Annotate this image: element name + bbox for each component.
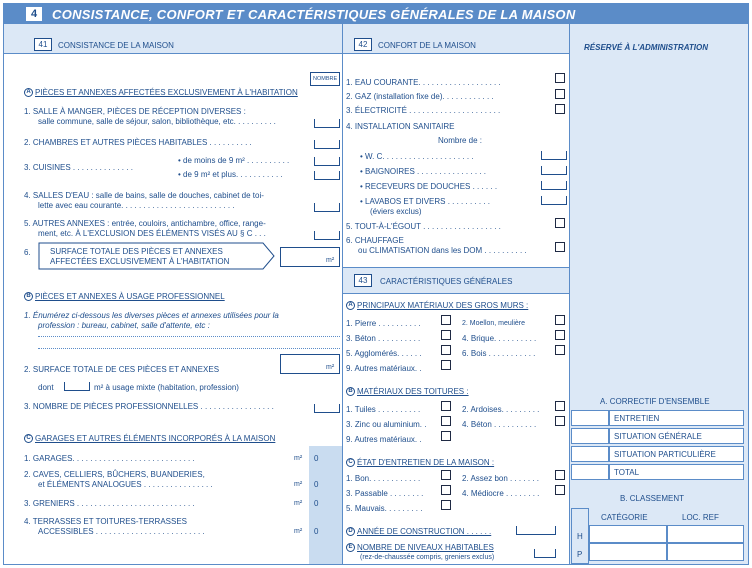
checkbox-beton[interactable] <box>441 330 451 340</box>
s43-c-title: C ÉTAT D'ENTRETIEN DE LA MAISON : <box>346 458 494 468</box>
s41-c2b: et ÉLÉMENTS ANALOGUES . . . . . . . . . . . . . . . . <box>38 480 213 489</box>
field-i3b[interactable] <box>314 171 340 180</box>
checkbox-autres-murs[interactable] <box>441 360 451 370</box>
checkbox-moellon[interactable] <box>555 315 565 325</box>
checkbox-pierre[interactable] <box>441 315 451 325</box>
s41-b2b: dont <box>38 383 54 392</box>
field-i1[interactable] <box>314 119 340 128</box>
form-title: CONSISTANCE, CONFORT ET CARACTÉRISTIQUES GÉNÉRALES DE LA MAISON <box>52 7 576 22</box>
s43-a5: 5. Agglomérés. . . . . . <box>346 349 422 358</box>
s41-b-title: B PIÈCES ET ANNEXES À USAGE PROFESSIONNEL <box>24 292 225 302</box>
s43-e4: 4. Médiocre . . . . . . . . <box>462 489 540 498</box>
nombre-label: NOMBRE <box>310 72 340 86</box>
p-label: P <box>577 550 583 559</box>
s41-i4: 4. SALLES D'EAU : salle de bains, salle de douches, cabinet de toi- <box>24 191 264 200</box>
s42-lav: • LAVABOS ET DIVERS . . . . . . . . . . <box>360 197 490 206</box>
divider-41-42 <box>342 24 343 564</box>
checkbox-egout[interactable] <box>555 218 565 228</box>
field-wc[interactable] <box>541 151 567 160</box>
s41-c-title: C GARAGES ET AUTRES ÉLÉMENTS INCORPORÉS À LA MAISON <box>24 434 275 444</box>
zero-c1: 0 <box>314 454 319 463</box>
s41-i1b: salle commune, salle de séjour, salon, bibliothèque, etc. . . . . . . . . . <box>38 117 276 126</box>
s41-i2: 2. CHAMBRES ET AUTRES PIÈCES HABITABLES . . . . . . . . . . <box>24 138 252 147</box>
s43-t9: 9. Autres matériaux. . <box>346 435 422 444</box>
checkbox-electricite[interactable] <box>555 104 565 114</box>
admin-b-title: B. CLASSEMENT <box>620 494 685 503</box>
h-label: H <box>577 532 583 541</box>
entretien-value[interactable] <box>571 410 609 426</box>
s41-i4b: lette avec eau courante. . . . . . . . . . . . . . . . . . . . . . . . . . <box>38 201 235 210</box>
s42-recv: • RECEVEURS DE DOUCHES . . . . . . <box>360 182 498 191</box>
sit-part-value[interactable] <box>571 446 609 462</box>
sit-gen-label: SITUATION GÉNÉRALE <box>609 428 744 444</box>
s41-i3: 3. CUISINES . . . . . . . . . . . . . . <box>24 163 133 172</box>
field-annee[interactable] <box>516 526 556 535</box>
s41-i6a: SURFACE TOTALE DES PIÈCES ET ANNEXES <box>50 247 223 256</box>
m2-unit-2: m² <box>326 364 335 371</box>
s43-d-title: D ANNÉE DE CONSTRUCTION . . . . . . <box>346 527 491 537</box>
s42-r1: 1. EAU COURANTE. . . . . . . . . . . . . . . . . . . <box>346 78 501 87</box>
s43-title: CARACTÉRISTIQUES GÉNÉRALES <box>380 277 513 286</box>
s41-i1: 1. SALLE À MANGER, PIÈCES DE RÉCEPTION DIVERSES : <box>24 107 246 116</box>
s41-b2: 2. SURFACE TOTALE DE CES PIÈCES ET ANNEXES <box>24 365 220 374</box>
s41-c1: 1. GARAGES. . . . . . . . . . . . . . . . . . . . . . . . . . . . <box>24 454 195 463</box>
s42-wc: • W. C. . . . . . . . . . . . . . . . . . . . . <box>360 152 474 161</box>
s41-i5: 5. AUTRES ANNEXES : entrée, couloirs, antichambre, office, range- <box>24 219 266 228</box>
checkbox-brique[interactable] <box>555 330 565 340</box>
locref-header: LOC. REF <box>682 513 719 522</box>
s43-e3: 3. Passable . . . . . . . . <box>346 489 424 498</box>
checkbox-tuiles[interactable] <box>441 401 451 411</box>
zero-c3: 0 <box>314 499 319 508</box>
zero-c4: 0 <box>314 527 319 536</box>
s42-r6b: ou CLIMATISATION dans les DOM . . . . . . . . . . <box>358 246 527 255</box>
s43-a-title: A PRINCIPAUX MATÉRIAUX DES GROS MURS : <box>346 301 528 311</box>
checkbox-eau[interactable] <box>555 73 565 83</box>
s42-number: 42 <box>354 38 372 51</box>
checkbox-assez-bon[interactable] <box>555 470 565 480</box>
s43-t3: 3. Zinc ou aluminium. . <box>346 420 427 429</box>
s43-a9: 9. Autres matériaux. . <box>346 364 422 373</box>
field-i4[interactable] <box>314 203 340 212</box>
dotline-2[interactable] <box>38 348 340 349</box>
s41-i3b: • de 9 m² et plus. . . . . . . . . . . <box>178 170 283 179</box>
s41-i6b: AFFECTÉES EXCLUSIVEMENT À L'HABITATION <box>50 257 230 266</box>
admin-panel <box>570 24 748 564</box>
s43-e5: 5. Mauvais. . . . . . . . . <box>346 504 423 513</box>
h-locref-field[interactable] <box>667 525 744 543</box>
p-categorie-field[interactable] <box>589 543 667 561</box>
field-lavabos[interactable] <box>541 196 567 205</box>
m2-unit-c1: m² <box>294 455 303 462</box>
s43-b-title: B MATÉRIAUX DES TOITURES : <box>346 387 469 397</box>
s41-b2c: m² à usage mixte (habitation, profession) <box>94 383 239 392</box>
checkbox-zinc[interactable] <box>441 416 451 426</box>
h-categorie-field[interactable] <box>589 525 667 543</box>
checkbox-mediocre[interactable] <box>555 485 565 495</box>
title-bar <box>4 4 748 24</box>
s43-e1: 1. Bon. . . . . . . . . . . . <box>346 474 421 483</box>
checkbox-autres-toit[interactable] <box>441 431 451 441</box>
checkbox-beton-toit[interactable] <box>555 416 565 426</box>
field-mixte[interactable] <box>64 382 90 391</box>
checkbox-ardoises[interactable] <box>555 401 565 411</box>
checkbox-agglomeres[interactable] <box>441 345 451 355</box>
s43-a2: 2. Moellon, meulière <box>462 320 526 327</box>
s41-i6: 6. <box>24 248 31 257</box>
dotline-1[interactable] <box>38 336 340 337</box>
s42-baig: • BAIGNOIRES . . . . . . . . . . . . . . . . <box>360 167 486 176</box>
m2-unit-c2: m² <box>294 481 303 488</box>
total-label: TOTAL <box>609 464 744 480</box>
s41-c2: 2. CAVES, CELLIERS, BÛCHERS, BUANDERIES, <box>24 470 205 479</box>
s41-c4: 4. TERRASSES ET TOITURES-TERRASSES <box>24 517 188 526</box>
s43-number: 43 <box>354 274 372 287</box>
s41-b1: 1. Énumérez ci-dessous les diverses pièces et annexes utilisées pour la <box>24 311 279 320</box>
s41-number: 41 <box>34 38 52 51</box>
s42-r4: 4. INSTALLATION SANITAIRE <box>346 122 455 131</box>
s41-b3: 3. NOMBRE DE PIÈCES PROFESSIONNELLES . . . . . . . . . . . . . . . . . <box>24 402 274 411</box>
s43-e2: 2. Assez bon . . . . . . . <box>462 474 539 483</box>
s43-a4: 4. Brique. . . . . . . . . . <box>462 334 537 343</box>
p-locref-field[interactable] <box>667 543 744 561</box>
s41-b1b: profession : bureau, cabinet, salle d'attente, etc : <box>38 321 210 330</box>
field-baignoires[interactable] <box>541 166 567 175</box>
s43-a1: 1. Pierre . . . . . . . . . . <box>346 319 421 328</box>
categorie-header: CATÉGORIE <box>601 513 648 522</box>
s43-e-title: E NOMBRE DE NIVEAUX HABITABLES <box>346 543 494 553</box>
field-receveurs[interactable] <box>541 181 567 190</box>
s41-i5b: ment, etc. À L'EXCLUSION DES ÉLÉMENTS VISÉS AU § C . . . <box>38 229 266 238</box>
form-frame <box>3 3 749 565</box>
m2-unit-1: m² <box>326 257 335 264</box>
s41-i3a: • de moins de 9 m² . . . . . . . . . . <box>178 156 290 165</box>
sit-gen-value[interactable] <box>571 428 609 444</box>
s42-r4n: Nombre de : <box>438 136 483 145</box>
s43-t4: 4. Béton . . . . . . . . . . <box>462 420 537 429</box>
s43-e-sub: (rez-de-chaussée compris, greniers exclus) <box>360 554 495 561</box>
field-niveaux[interactable] <box>534 549 556 558</box>
zero-c2: 0 <box>314 480 319 489</box>
admin-title: RÉSERVÉ À L'ADMINISTRATION <box>584 43 708 52</box>
s42-r2: 2. GAZ (installation fixe de). . . . . . . . . . . . <box>346 92 494 101</box>
field-i3a[interactable] <box>314 157 340 166</box>
s43-a6: 6. Bois . . . . . . . . . . . <box>462 349 536 358</box>
checkbox-passable[interactable] <box>441 485 451 495</box>
s41-a-title: A PIÈCES ET ANNEXES AFFECTÉES EXCLUSIVEMENT À L'HABITATION <box>24 88 298 98</box>
admin-a-title: A. CORRECTIF D'ENSEMBLE <box>600 397 710 406</box>
field-i5[interactable] <box>314 231 340 240</box>
field-pieces-pro[interactable] <box>314 404 340 413</box>
s43-t1: 1. Tuiles . . . . . . . . . . <box>346 405 421 414</box>
s42-r5: 5. TOUT-À-L'ÉGOUT . . . . . . . . . . . . . . . . . . <box>346 222 501 231</box>
checkbox-gaz[interactable] <box>555 89 565 99</box>
m2-unit-c4: m² <box>294 528 303 535</box>
s43-a3: 3. Béton . . . . . . . . . . <box>346 334 421 343</box>
s41-title: CONSISTANCE DE LA MAISON <box>58 41 174 50</box>
checkbox-chauffage[interactable] <box>555 242 565 252</box>
s42-r3: 3. ÉLECTRICITÉ . . . . . . . . . . . . . . . . . . . . . <box>346 106 501 115</box>
s41-c3: 3. GRENIERS . . . . . . . . . . . . . . . . . . . . . . . . . . . <box>24 499 195 508</box>
m2-unit-c3: m² <box>294 500 303 507</box>
checkbox-bois[interactable] <box>555 345 565 355</box>
total-value[interactable] <box>571 464 609 480</box>
s42-lavb: (éviers exclus) <box>370 207 422 216</box>
section-number: 4 <box>26 7 42 21</box>
s41-c4b: ACCESSIBLES . . . . . . . . . . . . . . . . . . . . . . . . . <box>38 527 205 536</box>
checkbox-bon[interactable] <box>441 470 451 480</box>
s42-r6: 6. CHAUFFAGE <box>346 236 404 245</box>
s43-t2: 2. Ardoises. . . . . . . . . <box>462 405 540 414</box>
sit-part-label: SITUATION PARTICULIÈRE <box>609 446 744 462</box>
s42-title: CONFORT DE LA MAISON <box>378 41 476 50</box>
field-i2[interactable] <box>314 140 340 149</box>
entretien-label: ENTRETIEN <box>609 410 744 426</box>
checkbox-mauvais[interactable] <box>441 500 451 510</box>
